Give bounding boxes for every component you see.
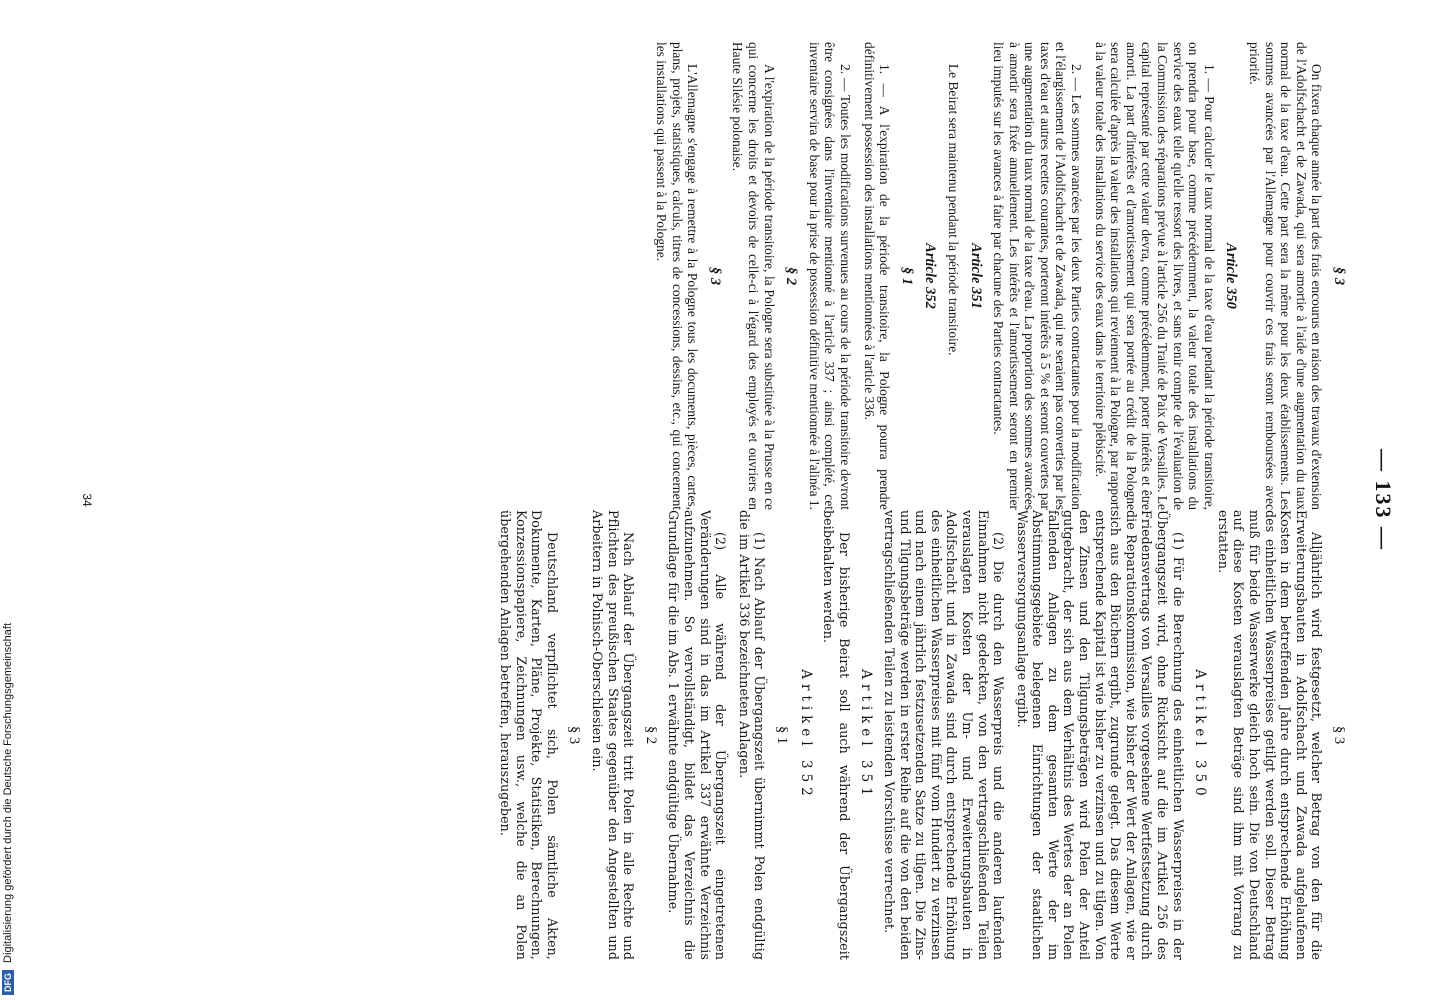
french-column	[645, 42, 1354, 510]
section-heading: § 3	[566, 725, 583, 745]
section-heading: § 2	[642, 725, 659, 745]
dfg-logo-icon: DFG	[2, 970, 14, 995]
section-heading: § 1	[774, 725, 790, 745]
section-heading: Article 352	[922, 243, 939, 309]
section-heading: Artikel 351	[858, 669, 875, 801]
section-heading: § 3	[1331, 725, 1347, 745]
paragraph: 2. — Toutes les modifications survenues au cours de la période transitoire devront être consignées dans l'inventaire mentionné à l'article 337 ; ainsi complété, cet inventaire servira de base pour la prise de possession définitive mentionnée à l'alinéa 1.	[806, 42, 853, 510]
section-heading: § 3	[1331, 266, 1347, 286]
paragraph: 1. — Pour calculer le taux normal de la taxe d'eau pendant la période transitoire, on prendra pour base, comme précédemment, la valeur totale des installations du service des eaux telle qu'elle ressort des livres, et sans tenir compte de l'évaluation de la Commission des réparations prévue à l'article 256 du Traité de Paix de Versailles. Le capital représenté par cette valeur devra, comme précédemment, porter intérêts et être amorti. La part d'intérêts et d'amortissement qui sera portée au crédit de la Pologne sera calculée d'après la valeur des installations qui reviennent à la Pologne, par rapport à la valeur totale des installations du service des eaux dans le territoire plébiscité.	[1092, 42, 1217, 510]
digitization-note: Digitalisierung gefördert durch die Deutsche Forschungsgemeinschaft	[2, 622, 14, 963]
section-heading: Artikel 350	[1192, 669, 1209, 801]
paragraph: 1. — A l'expiration de la période transitoire, la Pologne pourra prendre définitivement possession des installations mentionnées à l'article 336.	[861, 42, 893, 510]
digitization-credit	[2, 623, 14, 995]
section-heading: § 1	[898, 266, 915, 286]
paragraph: 2. — Les sommes avancées par les deux Parties contractantes pour la modification et l'élargissement de l'Adolfschacht et de Zawada, qui ne seraient pas converties par les taxes d'eau et autres recettes courantes, porteront intérêts à 5 % et seront couvertes par une augmentation du taux normal de la taxe d'eau. La proportion des sommes avancées à amortir sera fixée annuellement. Les intérêts et l'amortissement seront en premier lieu imputés sur les avances à faire par chacune des Parties contractantes.	[991, 42, 1085, 510]
paragraph: (2) Die durch den Wasserpreis und die anderen laufenden Einnahmen nicht gedeckten, von den vertragschließenden Teilen verauslagten Kosten der Um- und Erweiterungsbauten in Adolfschacht und in Zawada sind durch entsprechende Erhöhung des einheitlichen Wasserpreises mit fünf vom Hundert zu verzinsen und nach einem jährlich festzusetzenden Satze zu tilgen. Die Zins- und Tilgungsbeträge werden in erster Reihe auf die von den beiden vertragschließenden Teilen zu leistenden Vorschüsse verrechnet.	[881, 510, 1007, 960]
section-heading: Article 350	[1223, 243, 1240, 309]
paragraph: (2) Alle während der Übergangszeit eingetretenen Veränderungen sind in das im Artikel 337 erwähnte Verzeichnis aufzunehmen. So vervollständigt, bildet das Verzeichnis die Grundlage für die im Abs. 1 erwähnte endgültige Übernahme.	[666, 510, 729, 960]
paragraph: (1) Für die Berechnung des einheitlichen Wasserpreises in der Übergangszeit wird, ohne Rücksicht auf die im Artikel 256 des Friedensvertrags von Versailles vorgesehene Wertfestsetzung durch die Reparationskommission, wie bisher der Wert der Anlagen, wie er sich aus den Büchern ergibt, zugrunde gelegt. Das diesem Werte entsprechende Kapital ist wie bisher zu verzinsen und zu tilgen. Von den Zinsen und den Tilgungsbeträgen wird Polen der Anteil gutgebracht, der sich aus dem Verhältnis des Wertes der an Polen fallenden Anlagen zu dem gesamten Werte der im Abstimmungsgebiete belegenen Einrichtungen der staatlichen Wasserversorgungsanlage ergibt.	[1014, 510, 1186, 960]
section-heading: § 2	[783, 266, 800, 286]
paragraph: Le Beirat sera maintenu pendant la période transitoire.	[945, 64, 961, 356]
paragraph: L'Allemagne s'engage à remettre à la Pologne tous les documents, pièces, cartes, plans, projets, statistiques, calculs, titres de concessions, dessins, etc., qui concernent les installations qui passent à la Pologne.	[654, 42, 701, 510]
page-number: — 133 —	[1371, 449, 1396, 551]
paragraph: Deutschland verpflichtet sich, Polen sämtliche Akten, Dokumente, Karten, Pläne, Projekte, Statistiken, Berechnungen, Konzessionspapiere, Zeichnungen usw., welche die an Polen übergehenden Anlagen betreffen, herauszugeben.	[498, 510, 560, 960]
german-column	[490, 510, 1355, 960]
paragraph: A l'expiration de la période transitoire, la Pologne sera substituée à la Prusse en ce qui concerne les droits et devoirs de celle-ci à l'égard des employés et ouvriers en Haute Silésie polonaise.	[730, 42, 777, 510]
paragraph: Der bisherige Beirat soll auch während der Übergangszeit beibehalten werden.	[821, 510, 852, 960]
section-heading: Artikel 352	[797, 669, 814, 801]
paragraph: On fixera chaque année la part des frais encourus en raison des travaux d'extension de l'Adolfschacht et de Zawada, qui sera amortie à l'aide d'une augmentation du taux normal de la taxe d'eau. Cette part sera la même pour les deux établissements. Les sommes avancées par l'Allemagne pour couvrir ces frais seront remboursées avec priorité.	[1247, 42, 1325, 510]
section-heading: § 3	[706, 266, 723, 286]
paragraph: Alljährlich wird festgesetzt, welcher Betrag von den für die Erweiterungsbauten in Adolfschacht und Zawada aufgelaufenen Kosten in dem betreffenden Jahre durch entsprechende Erhöhung des einheitlichen Wasserpreises getilgt werden soll. Dieser Betrag muß für beide Wasserwerke gleich hoch sein. Die von Deutschland auf diese Kosten verauslagten Beträge sind ihm mit Vorrang zu erstatten.	[1215, 510, 1325, 960]
paragraph: (1) Nach Ablauf der Übergangszeit übernimmt Polen endgültig die im Artikel 336 bezeichneten Anlagen.	[736, 510, 768, 960]
section-heading: Article 351	[967, 243, 984, 309]
footer-page-number: 34	[80, 493, 94, 507]
paragraph: Nach Ablauf der Übergangszeit tritt Polen in alle Rechte und Pflichten des preußischen Staates gegenüber den Angestellten und Arbeitern in Polnisch-Oberschlesien ein.	[590, 510, 637, 960]
